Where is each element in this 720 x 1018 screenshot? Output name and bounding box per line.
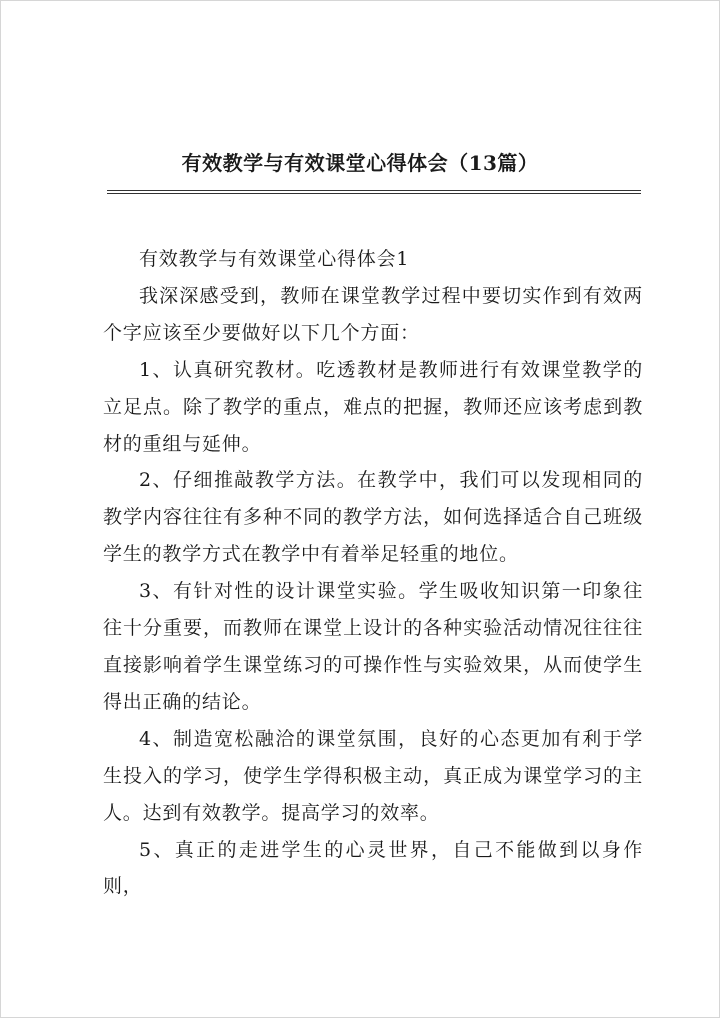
paragraph-point-1: 1、认真研究教材。吃透教材是教师进行有效课堂教学的立足点。除了教学的重点，难点的把握，教师还应该考虑到教材的重组与延伸。: [103, 358, 643, 455]
section-heading: 有效教学与有效课堂心得体会1: [139, 248, 410, 270]
document-body: [103, 241, 643, 905]
paragraph-intro: 我深深感受到，教师在课堂教学过程中要切实作到有效两个字应该至少要做好以下几个方面：: [103, 284, 643, 344]
paragraph-point-3: 3、有针对性的设计课堂实验。学生吸收知识第一印象往往十分重要，而教师在课堂上设计的各种实验活动情况往往往直接影响着学生课堂练习的可操作性与实验效果，从而使学生得出正确的结论。: [103, 580, 643, 713]
document-title: 有效教学与有效课堂心得体会（13篇）: [181, 151, 539, 175]
paragraph-point-5: 5、真正的走进学生的心灵世界，自己不能做到以身作则，: [103, 838, 643, 898]
paragraph-point-2: 2、仔细推敲教学方法。在教学中，我们可以发现相同的教学内容往往有多种不同的教学方法，如何选择适合自己班级学生的教学方式在教学中有着举足轻重的地位。: [103, 469, 643, 566]
paragraph-point-4: 4、制造宽松融洽的课堂氛围，良好的心态更加有利于学生投入的学习，使学生学得积极主动，真正成为课堂学习的主人。达到有效教学。提高学习的效率。: [103, 727, 643, 824]
title-divider: [107, 190, 641, 194]
